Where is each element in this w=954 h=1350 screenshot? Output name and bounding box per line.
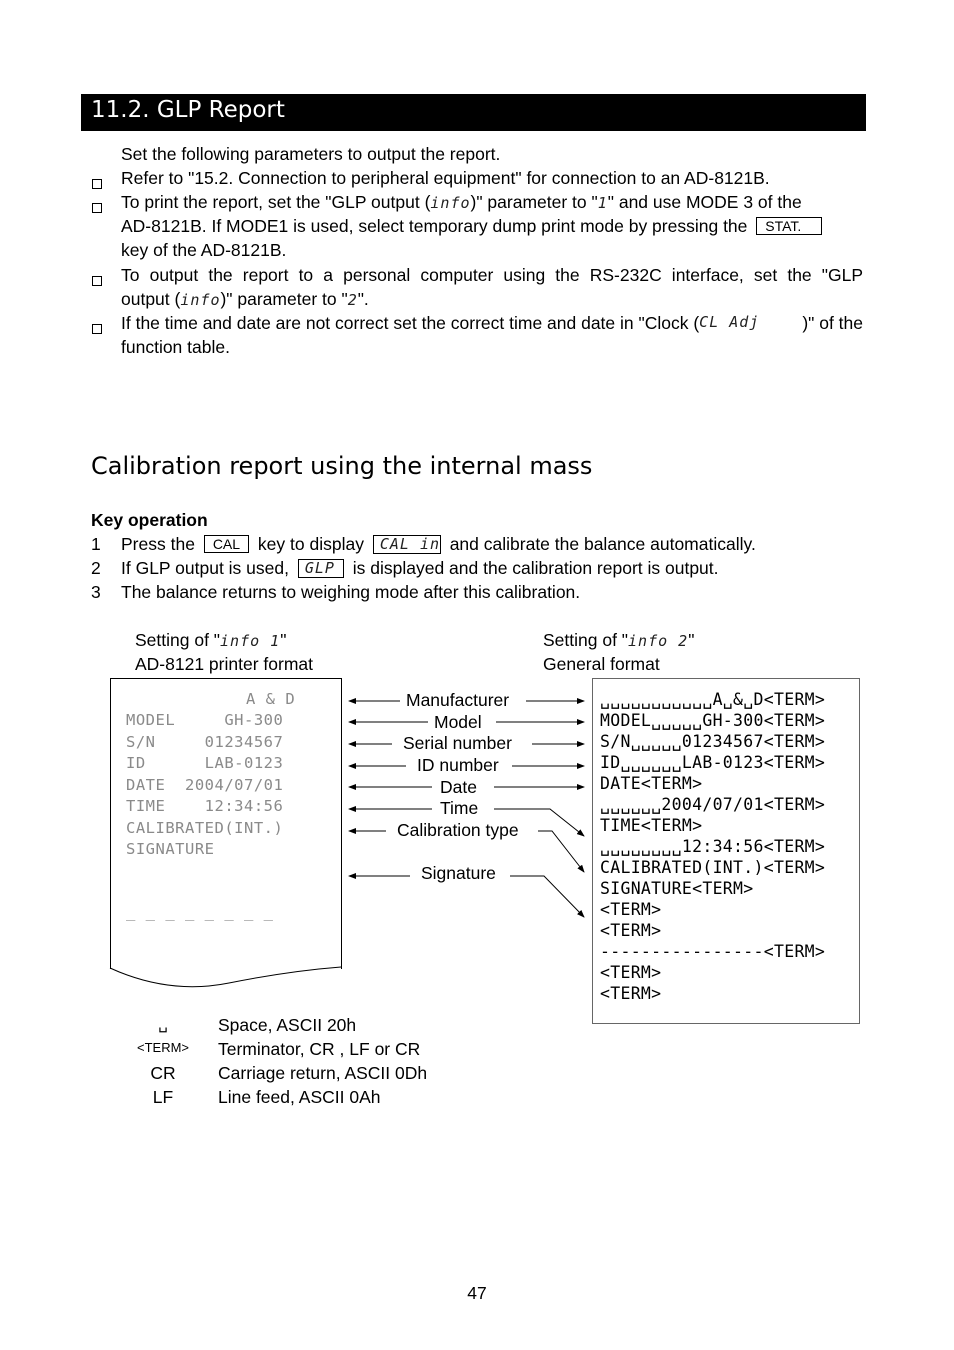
bullet-text: To print the report, set the "GLP output (info)" parameter to "1" and use MODE 3 of the [121, 192, 802, 212]
bullet-text: function table. [121, 337, 230, 357]
cal-key: CAL [204, 535, 249, 553]
legend-cr-symbol: CR [150, 1063, 176, 1083]
printer-line: SIGNATURE [126, 840, 215, 858]
label-model: Model [434, 712, 482, 732]
subsection-title: Calibration report using the internal mass [91, 452, 593, 480]
printer-line: A & D [246, 690, 296, 708]
page-number: 47 [467, 1283, 487, 1303]
printer-line: MODEL GH-300 [126, 711, 284, 729]
general-line: SIGNATURE<TERM> [600, 879, 754, 898]
label-manufacturer: Manufacturer [406, 690, 510, 710]
printer-line: CALIBRATED(INT.) [126, 819, 284, 837]
signature-line: _ _ _ _ _ _ _ _ [126, 903, 274, 921]
printer-line: S/N 01234567 [126, 733, 284, 751]
bullet-text: If the time and date are not correct set the correct time and date in "Clock ( CL Adj )" of the [121, 313, 863, 333]
general-line: S/N␣␣␣␣␣01234567<TERM> [600, 732, 826, 751]
general-line: DATE<TERM> [600, 774, 703, 793]
segment-display-text: info 1 [220, 632, 281, 650]
intro-text: Set the following parameters to output the report. [121, 144, 501, 164]
display-cal-in: CAL in [373, 535, 441, 554]
step-text: The balance returns to weighing mode after this calibration. [121, 582, 581, 602]
printer-line: ID LAB-0123 [126, 754, 284, 772]
bullet-text: AD-8121B. If MODE1 is used, select temporary dump print mode by pressing the STAT. [121, 216, 822, 237]
step-number: 1 [91, 534, 101, 554]
general-line: <TERM> [600, 900, 662, 919]
bullet-icon [92, 197, 102, 218]
section-header-bar [81, 94, 866, 131]
general-line: ID␣␣␣␣␣␣LAB-0123<TERM> [600, 753, 826, 772]
bullet-icon [92, 270, 102, 291]
label-calibration-type: Calibration type [397, 820, 519, 840]
step-number: 2 [91, 558, 101, 578]
label-date: Date [440, 777, 477, 797]
bullet-icon [92, 318, 102, 339]
segment-display-text: 1 [597, 194, 608, 212]
legend-description: Line feed, ASCII 0Ah [218, 1087, 381, 1107]
left-setting-caption: Setting of "info 1" [135, 630, 287, 650]
bullet-icon [92, 173, 102, 194]
general-line: CALIBRATED(INT.)<TERM> [600, 858, 826, 877]
label-id-number: ID number [417, 755, 499, 775]
legend-description: Terminator, CR , LF or CR [218, 1039, 421, 1059]
step-number: 3 [91, 582, 101, 602]
label-serial-number: Serial number [403, 733, 512, 753]
general-line: ␣␣␣␣␣␣␣␣12:34:56<TERM> [600, 837, 826, 856]
step-text: Press the CAL key to display CAL in and calibrate the balance automatically. [121, 534, 756, 554]
legend-space-symbol: ␣ [158, 1016, 168, 1033]
legend-description: Carriage return, ASCII 0Dh [218, 1063, 428, 1083]
general-line: MODEL␣␣␣␣␣GH-300<TERM> [600, 711, 826, 730]
segment-display-text: 2 [347, 291, 358, 309]
segment-display-text: info [180, 291, 221, 309]
general-line: <TERM> [600, 984, 662, 1003]
display-glp: GLP [298, 559, 344, 578]
general-line: <TERM> [600, 921, 662, 940]
segment-display-text: info [430, 194, 471, 212]
paper-torn-edge [109, 955, 343, 990]
legend-lf-symbol: LF [152, 1087, 174, 1107]
general-line: TIME<TERM> [600, 816, 703, 835]
label-time: Time [440, 798, 479, 818]
segment-display-text: CL Adj [699, 313, 760, 331]
left-format-caption: AD-8121 printer format [135, 654, 313, 674]
bullet-text: To output the report to a personal computer using the RS-232C interface, set the "GLP [121, 265, 863, 285]
printer-line: DATE 2004/07/01 [126, 776, 284, 794]
general-line: ␣␣␣␣␣␣2004/07/01<TERM> [600, 795, 826, 814]
right-setting-caption: Setting of "info 2" [543, 630, 695, 650]
segment-display-text: info 2 [628, 632, 689, 650]
bullet-text: Refer to "15.2. Connection to peripheral equipment" for connection to an AD-8121B. [121, 168, 770, 188]
label-signature: Signature [421, 863, 496, 883]
bullet-text: output (info)" parameter to "2". [121, 289, 369, 309]
legend-description: Space, ASCII 20h [218, 1015, 357, 1035]
general-line: <TERM> [600, 963, 662, 982]
bullet-text: key of the AD-8121B. [121, 240, 287, 260]
general-line: ----------------<TERM> [600, 942, 826, 961]
right-format-caption: General format [543, 654, 660, 674]
legend-term-symbol: <TERM> [136, 1040, 189, 1055]
step-text: If GLP output is used, GLP is displayed and the calibration report is output. [121, 558, 719, 578]
stat-key: STAT. [756, 217, 822, 235]
printer-line: TIME 12:34:56 [126, 797, 284, 815]
section-title: 11.2. GLP Report [91, 97, 285, 123]
general-line: ␣␣␣␣␣␣␣␣␣␣␣A␣&␣D<TERM> [600, 690, 826, 709]
connector-arrows [340, 680, 600, 920]
key-operation-heading: Key operation [91, 510, 208, 530]
